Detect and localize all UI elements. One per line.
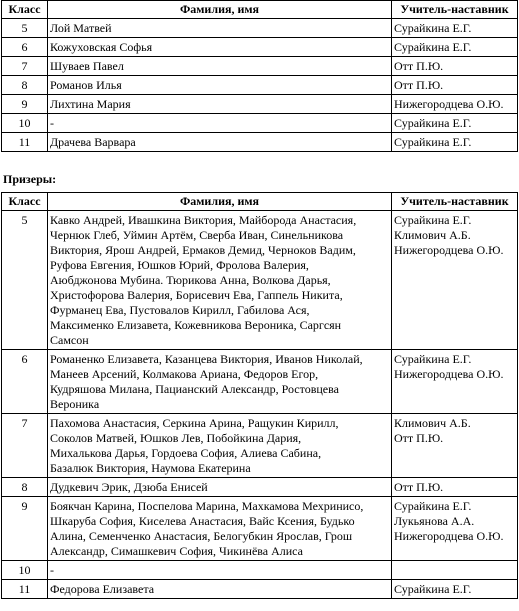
table-row bbox=[2, 414, 518, 478]
grade-cell: 8 bbox=[2, 76, 48, 95]
name-line: Базалюк Виктория, Наумова Екатерина bbox=[50, 461, 251, 475]
teacher-cell bbox=[392, 561, 518, 580]
names-cell: Кожуховская Софья bbox=[48, 38, 392, 57]
teacher-line: Нижегородцева О.Ю. bbox=[394, 367, 504, 381]
header-grade: Класс bbox=[2, 193, 48, 211]
teacher-line: Нижегородцева О.Ю. bbox=[394, 243, 504, 257]
header-teacher: Учитель-наставник bbox=[392, 1, 518, 19]
table-row bbox=[2, 76, 518, 95]
teacher-cell bbox=[392, 414, 518, 478]
teacher-line: Нижегородцева О.Ю. bbox=[394, 529, 504, 543]
grade-cell: 10 bbox=[2, 561, 48, 580]
teacher-cell bbox=[392, 478, 518, 497]
grade-cell: 8 bbox=[2, 478, 48, 497]
table-row bbox=[2, 38, 518, 57]
table-row bbox=[2, 114, 518, 133]
header-names: Фамилия, имя bbox=[48, 193, 392, 211]
teacher-cell: Сурайкина Е.Г. bbox=[392, 133, 518, 152]
name-line: - bbox=[50, 563, 54, 577]
grade-cell: 7 bbox=[2, 414, 48, 478]
table-row bbox=[2, 478, 518, 497]
names-cell: Лихтина Мария bbox=[48, 95, 392, 114]
name-line: Дудкевич Эрик, Дзюба Енисей bbox=[50, 480, 208, 494]
name-line: Шкаруба София, Киселева Анастасия, Вайс Ксения, Будько bbox=[50, 514, 355, 528]
names-cell bbox=[48, 561, 392, 580]
names-cell bbox=[48, 414, 392, 478]
names-cell bbox=[48, 497, 392, 561]
winners-header-row bbox=[2, 1, 518, 19]
name-line: Кудряшова Милана, Пацианский Александр, Ростовцева bbox=[50, 382, 339, 396]
names-cell bbox=[48, 350, 392, 414]
teacher-line: Сурайкина Е.Г. bbox=[394, 499, 472, 513]
name-line: Александр, Симашкевич София, Чикинёва Алиса bbox=[50, 544, 303, 558]
name-line: Фурманец Ева, Пустовалов Кирилл, Габилова Ася, bbox=[50, 303, 310, 317]
header-names: Фамилия, имя bbox=[48, 1, 392, 19]
prizers-header-row bbox=[2, 193, 518, 211]
table-row bbox=[2, 211, 518, 350]
grade-cell: 5 bbox=[2, 19, 48, 38]
table-row bbox=[2, 19, 518, 38]
prizers-table bbox=[1, 192, 518, 599]
name-line: Пахомова Анастасия, Серкина Арина, Ращукин Кирилл, bbox=[50, 416, 339, 430]
header-grade: Класс bbox=[2, 1, 48, 19]
name-line: Федорова Елизавета bbox=[50, 582, 155, 596]
grade-cell: 7 bbox=[2, 57, 48, 76]
teacher-cell: Сурайкина Е.Г. bbox=[392, 38, 518, 57]
table-row bbox=[2, 133, 518, 152]
name-line: Максименко Елизавета, Кожевникова Вероника, Саргсян bbox=[50, 318, 342, 332]
table-row bbox=[2, 580, 518, 599]
grade-cell: 5 bbox=[2, 211, 48, 350]
teacher-cell: Нижегородцева О.Ю. bbox=[392, 95, 518, 114]
teacher-cell: Отт П.Ю. bbox=[392, 76, 518, 95]
name-line: Самсон bbox=[50, 333, 89, 347]
name-line: Христофорова Валерия, Борисевич Ева, Гаппель Никита, bbox=[50, 288, 343, 302]
teacher-line: Сурайкина Е.Г. bbox=[394, 582, 472, 596]
name-line: Боякчан Карина, Поспелова Марина, Махкамова Мехринисо, bbox=[50, 499, 364, 513]
names-cell: Шуваев Павел bbox=[48, 57, 392, 76]
name-line: Вероника bbox=[50, 397, 100, 411]
name-line: Аюбджонова Мубина. Тюрикова Анна, Волкова Дарья, bbox=[50, 273, 331, 287]
teacher-line: Лукьянова А.А. bbox=[394, 514, 475, 528]
table-row bbox=[2, 497, 518, 561]
grade-cell: 6 bbox=[2, 38, 48, 57]
name-line: Алина, Семенченко Анастасия, Белогубкин Ярослав, Грош bbox=[50, 529, 353, 543]
grade-cell: 11 bbox=[2, 580, 48, 599]
grade-cell: 9 bbox=[2, 95, 48, 114]
teacher-line: Сурайкина Е.Г. bbox=[394, 352, 472, 366]
name-line: Соколов Матвей, Юшков Лев, Побойкина Дария, bbox=[50, 431, 302, 445]
teacher-line: Отт П.Ю. bbox=[394, 480, 444, 494]
teacher-cell bbox=[392, 350, 518, 414]
grade-cell: 10 bbox=[2, 114, 48, 133]
grade-cell: 6 bbox=[2, 350, 48, 414]
teacher-cell: Отт П.Ю. bbox=[392, 57, 518, 76]
names-cell: Романов Илья bbox=[48, 76, 392, 95]
name-line: Кавко Андрей, Ивашкина Виктория, Майборода Анастасия, bbox=[50, 213, 357, 227]
prizers-section-title: Призеры: bbox=[3, 172, 57, 186]
table-row bbox=[2, 350, 518, 414]
names-cell: - bbox=[48, 114, 392, 133]
names-cell: Драчева Варвара bbox=[48, 133, 392, 152]
table-row bbox=[2, 95, 518, 114]
names-cell: Лой Матвей bbox=[48, 19, 392, 38]
teacher-cell bbox=[392, 580, 518, 599]
header-teacher: Учитель-наставник bbox=[392, 193, 518, 211]
table-row bbox=[2, 561, 518, 580]
table-row bbox=[2, 57, 518, 76]
grade-cell: 11 bbox=[2, 133, 48, 152]
name-line: Романенко Елизавета, Казанцева Виктория, Иванов Николай, bbox=[50, 352, 363, 366]
name-line: Манеев Арсений, Колмакова Ариана, Федоров Егор, bbox=[50, 367, 319, 381]
name-line: Михалькова Дарья, Гордоева София, Алиева Сабина, bbox=[50, 446, 322, 460]
name-line: Виктория, Ярош Андрей, Ермаков Демид, Черноков Вадим, bbox=[50, 243, 356, 257]
names-cell bbox=[48, 580, 392, 599]
teacher-line: Отт П.Ю. bbox=[394, 431, 444, 445]
grade-cell: 9 bbox=[2, 497, 48, 561]
winners-table bbox=[1, 0, 518, 152]
name-line: Руфова Евгения, Юшков Юрий, Фролова Валерия, bbox=[50, 258, 309, 272]
teacher-line: Климович А.Б. bbox=[394, 416, 471, 430]
teacher-line: Климович А.Б. bbox=[394, 228, 471, 242]
teacher-cell bbox=[392, 211, 518, 350]
teacher-cell bbox=[392, 497, 518, 561]
name-line: Чернюк Глеб, Уймин Артём, Сверба Иван, Синельникова bbox=[50, 228, 344, 242]
names-cell bbox=[48, 478, 392, 497]
teacher-cell: Сурайкина Е.Г. bbox=[392, 114, 518, 133]
teacher-line: Сурайкина Е.Г. bbox=[394, 213, 472, 227]
teacher-cell: Сурайкина Е.Г. bbox=[392, 19, 518, 38]
names-cell bbox=[48, 211, 392, 350]
